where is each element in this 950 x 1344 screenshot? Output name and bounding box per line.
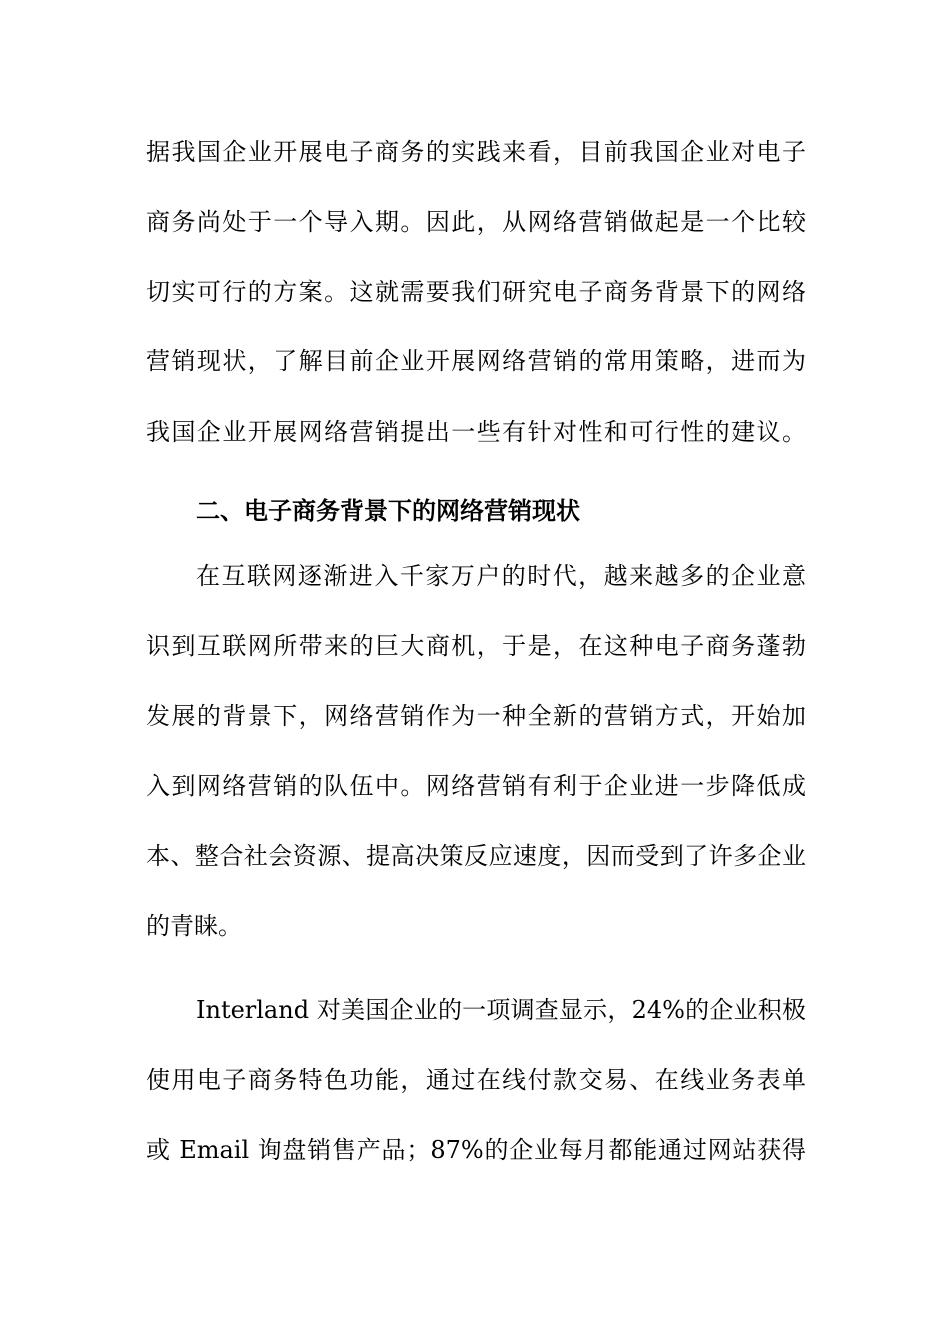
paragraph-line: 识到互联网所带来的巨大商机，于是，在这种电子商务蓬勃 — [146, 632, 806, 660]
paragraph-line: 商务尚处于一个导入期。因此，从网络营销做起是一个比较 — [146, 208, 806, 236]
paragraph-line: 本、整合社会资源、提高决策反应速度，因而受到了许多企业 — [146, 842, 806, 870]
paragraph-line: 在互联网逐渐进入千家万户的时代，越来越多的企业意 — [196, 562, 806, 590]
paragraph-line: 发展的背景下，网络营销作为一种全新的营销方式，开始加 — [146, 702, 806, 730]
paragraph-line: 营销现状，了解目前企业开展网络营销的常用策略，进而为 — [146, 347, 806, 375]
paragraph-line: 的青睐。 — [146, 912, 242, 940]
paragraph-line: 切实可行的方案。这就需要我们研究电子商务背景下的网络 — [146, 278, 806, 306]
paragraph-line: 使用电子商务特色功能，通过在线付款交易、在线业务表单 — [146, 1066, 806, 1094]
paragraph-line: Interland 对美国企业的一项调查显示，24%的企业积极 — [196, 996, 806, 1024]
paragraph-line: 我国企业开展网络营销提出一些有针对性和可行性的建议。 — [146, 418, 806, 446]
paragraph-line: 入到网络营销的队伍中。网络营销有利于企业进一步降低成 — [146, 772, 806, 800]
paragraph-line: 或 Email 询盘销售产品；87%的企业每月都能通过网站获得 — [146, 1136, 806, 1164]
section-heading: 二、电子商务背景下的网络营销现状 — [196, 497, 580, 525]
paragraph-line: 据我国企业开展电子商务的实践来看，目前我国企业对电子 — [146, 138, 806, 166]
